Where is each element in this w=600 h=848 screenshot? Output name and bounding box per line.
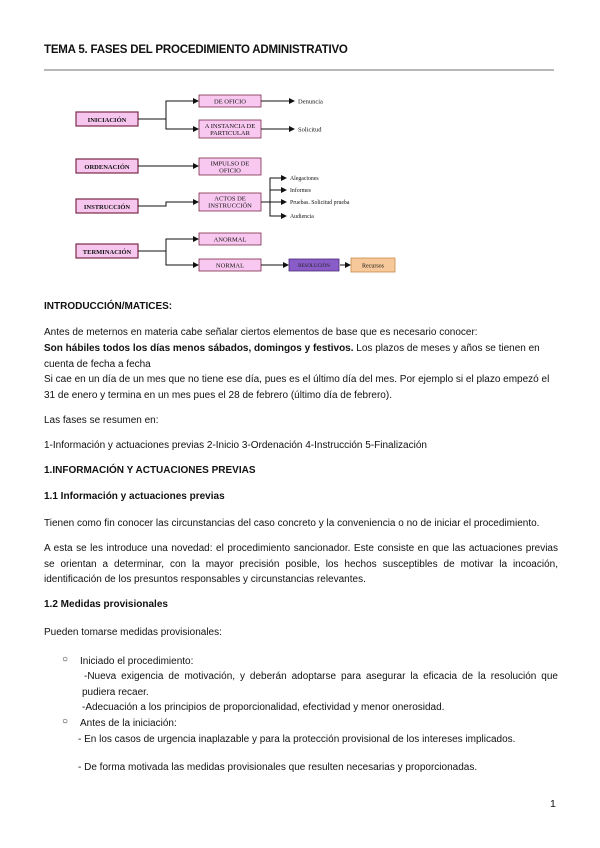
- box-instancia: [199, 120, 261, 138]
- bullet-antes: Antes de la iniciación:: [80, 718, 177, 729]
- box-label: NORMAL: [215, 262, 245, 270]
- page-number: 1: [550, 798, 556, 810]
- box-normal: [199, 259, 261, 271]
- subsection-1-2-heading: 1.2 Medidas provisionales: [44, 599, 168, 610]
- bullet-circle-icon: ○: [62, 716, 69, 727]
- box-actos: [199, 193, 261, 211]
- intro-hábiles-bold: Son hábiles todos los días menos sábados, domingos y festivos.: [44, 343, 354, 354]
- box-label: INSTRUCCIÓN: [208, 202, 252, 210]
- intro-paragraph-2: [44, 341, 558, 372]
- intro-phases-list: 1-Información y actuaciones previas 2-Inicio 3-Ordenación 4-Instrucción 5-Finalización: [44, 440, 427, 451]
- box-label: IMPULSO DE: [210, 160, 250, 168]
- output-pruebas: Pruebas. Solicitud prueba: [290, 200, 350, 206]
- output-informes: Informes: [290, 188, 311, 194]
- phase-iniciacion: [76, 112, 138, 126]
- intro-heading: INTRODUCCIÓN/MATICES:: [44, 301, 173, 312]
- subsection-1-1-paragraph-1: Tienen como fin conocer las circunstancias del caso concreto y la conveniencia o no de iniciar el procedimiento.: [44, 518, 540, 529]
- box-label: ANORMAL: [213, 236, 247, 244]
- box-label: RESOLUCIÓN: [298, 264, 330, 269]
- output-audiencia: Audiencia: [290, 214, 314, 220]
- phase-label: INSTRUCCIÓN: [83, 204, 131, 211]
- bullet-iniciado-item-1: -Nueva exigencia de motivación, y deberán adoptarse para asegurar la eficacia de la resolución que pudiera recaer.: [82, 671, 558, 698]
- output-denuncia: Denuncia: [298, 98, 323, 106]
- bullet-antes-item-1: - En los casos de urgencia inaplazable y para la protección provisional de los intereses implicados.: [78, 734, 516, 745]
- box-anormal: [199, 233, 261, 245]
- intro-plazos-text: Los plazos de meses y años se tienen en cuenta de fecha a fecha: [44, 343, 540, 370]
- intro-paragraph-1: Antes de meternos en materia cabe señalar ciertos elementos de base que es necesario conocer:: [44, 327, 478, 338]
- box-label: ACTOS DE: [214, 195, 246, 203]
- box-recursos: [351, 258, 395, 272]
- subsection-1-2-paragraph-1: Pueden tomarse medidas provisionales:: [44, 627, 222, 638]
- phase-instruccion: [76, 199, 138, 213]
- section-1-heading: 1.INFORMACIÓN Y ACTUACIONES PREVIAS: [44, 465, 256, 476]
- phases-diagram: [44, 82, 554, 282]
- box-label: OFICIO: [219, 167, 241, 175]
- bullet-iniciado: Iniciado el procedimiento:: [80, 656, 194, 667]
- title-divider: [44, 69, 554, 71]
- output-solicitud: Solicitud: [298, 126, 322, 134]
- phase-ordenacion: [76, 159, 138, 173]
- box-label: Recursos: [362, 263, 384, 270]
- subsection-1-1-heading: 1.1 Información y actuaciones previas: [44, 491, 225, 502]
- bullet-circle-icon: ○: [62, 654, 69, 665]
- box-impulso: [199, 158, 261, 175]
- bullet-antes-item-2: - De forma motivada las medidas provisionales que resulten necesarias y proporcionadas.: [78, 762, 478, 773]
- phase-terminacion: [76, 244, 138, 258]
- box-label: A INSTANCIA DE: [204, 123, 256, 130]
- bullet-iniciado-item-2: -Adecuación a los principios de proporcionalidad, efectividad y menor onerosidad.: [82, 702, 445, 713]
- intro-paragraph-4: Las fases se resumen en:: [44, 415, 159, 426]
- box-de-oficio: [199, 95, 261, 107]
- phase-label: ORDENACIÓN: [84, 164, 130, 171]
- output-alegaciones: Alegaciones: [290, 176, 319, 182]
- box-label: DE OFICIO: [214, 98, 246, 106]
- box-resolucion: [289, 259, 339, 271]
- subsection-1-1-paragraph-2: A esta se les introduce una novedad: el procedimiento sancionador. Este consiste en que las actuaciones previas se orientan a determinar, con la mayor precisión posible, los hechos susceptibles de motivar la incoación, identificación de los presuntos responsables y circunstancias relevantes.: [44, 543, 558, 585]
- box-label: PARTICULAR: [210, 130, 250, 137]
- phase-label: INICIACIÓN: [87, 117, 127, 124]
- page-title: TEMA 5. FASES DEL PROCEDIMIENTO ADMINISTRATIVO: [44, 44, 348, 56]
- intro-paragraph-3: Si cae en un día de un mes que no tiene ese día, pues es el último día del mes. Por ejemplo si el plazo empezó el 31 de enero y termina en un mes pues el 28 de febrero (último día de febrero).: [44, 374, 550, 401]
- phase-label: TERMINACIÓN: [82, 249, 132, 256]
